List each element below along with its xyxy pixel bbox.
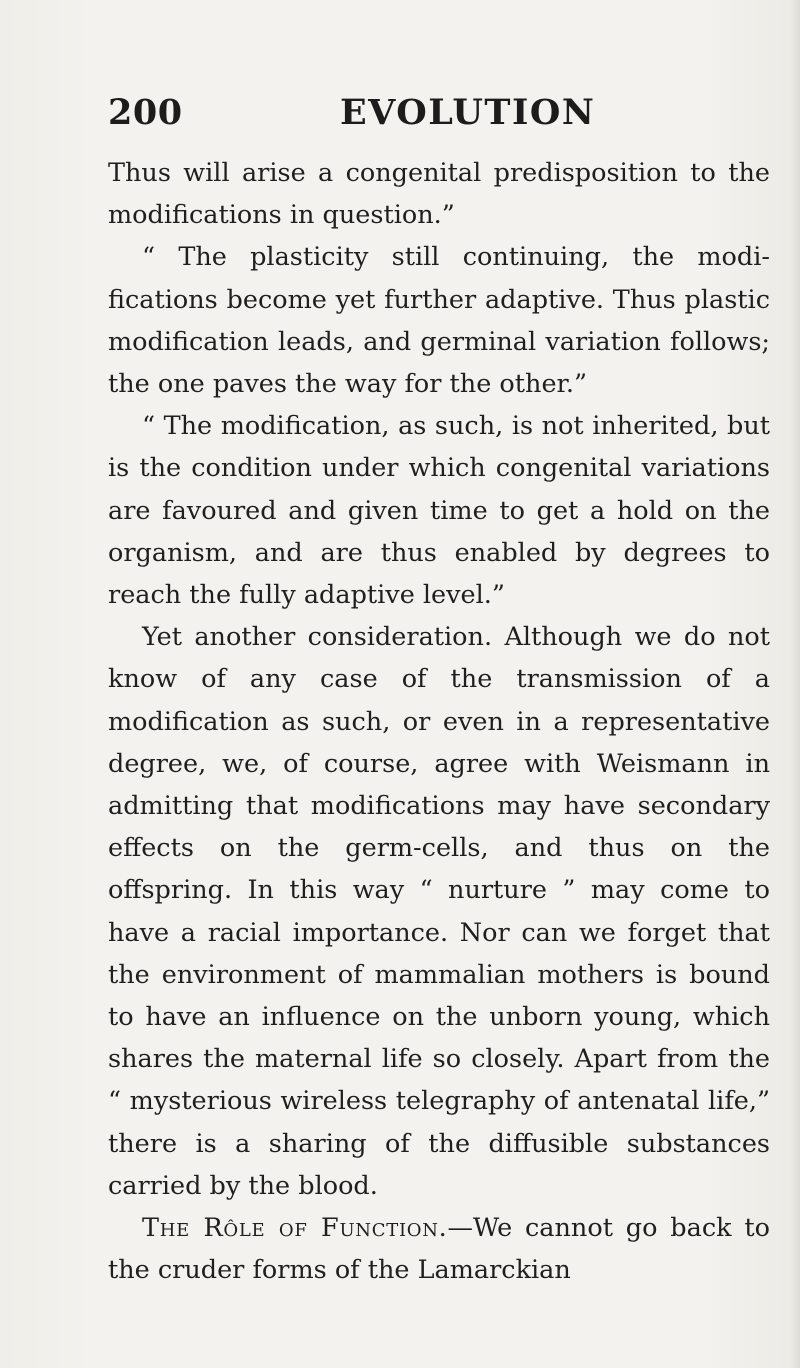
body-text: [108, 152, 770, 1291]
paragraph-continued: Thus will arise a congenital predisposition to the modifications in question.”: [108, 158, 770, 231]
paragraph-quote-plasticity: “ The plasticity still continuing, the modifications become yet further adaptive. Thus plastic modification leads, and germinal variation follows; the one paves the way for the other.”: [108, 242, 770, 400]
section-heading-role-of-function: The Rôle of Function.: [142, 1213, 448, 1244]
paragraph-quote-modification: “ The modification, as such, is not inherited, but is the condition under which congenital variations are favoured and given time to get a hold on the organism, and are thus enabled by degrees to reach the fully adaptive level.”: [108, 411, 770, 611]
paragraph-role-of-function: [108, 1207, 770, 1291]
page-number: 200: [108, 92, 183, 133]
running-head: [108, 92, 768, 142]
paragraph-another-consideration: Yet another consideration. Although we do not know of any case of the transmission of a modification as such, or even in a representative degree, we, of course, agree with Weismann in admitting that modifications may have secondary effects on the germ-cells, and thus on the offspring. In this way “ nurture ” may come to have a racial importance. Nor can we forget that the environment of mammalian mothers is bound to have an influence on the unborn young, which shares the maternal life so closely. Apart from the “ mysterious wireless telegraphy of antenatal life,” there is a sharing of the diffusible substances carried by the blood.: [108, 622, 770, 1201]
section-text-role-of-function: —We cannot go back to the cruder forms of the Lamarckian: [108, 1213, 770, 1286]
running-title: EVOLUTION: [340, 92, 596, 133]
page-edge-shadow: [790, 0, 800, 1368]
